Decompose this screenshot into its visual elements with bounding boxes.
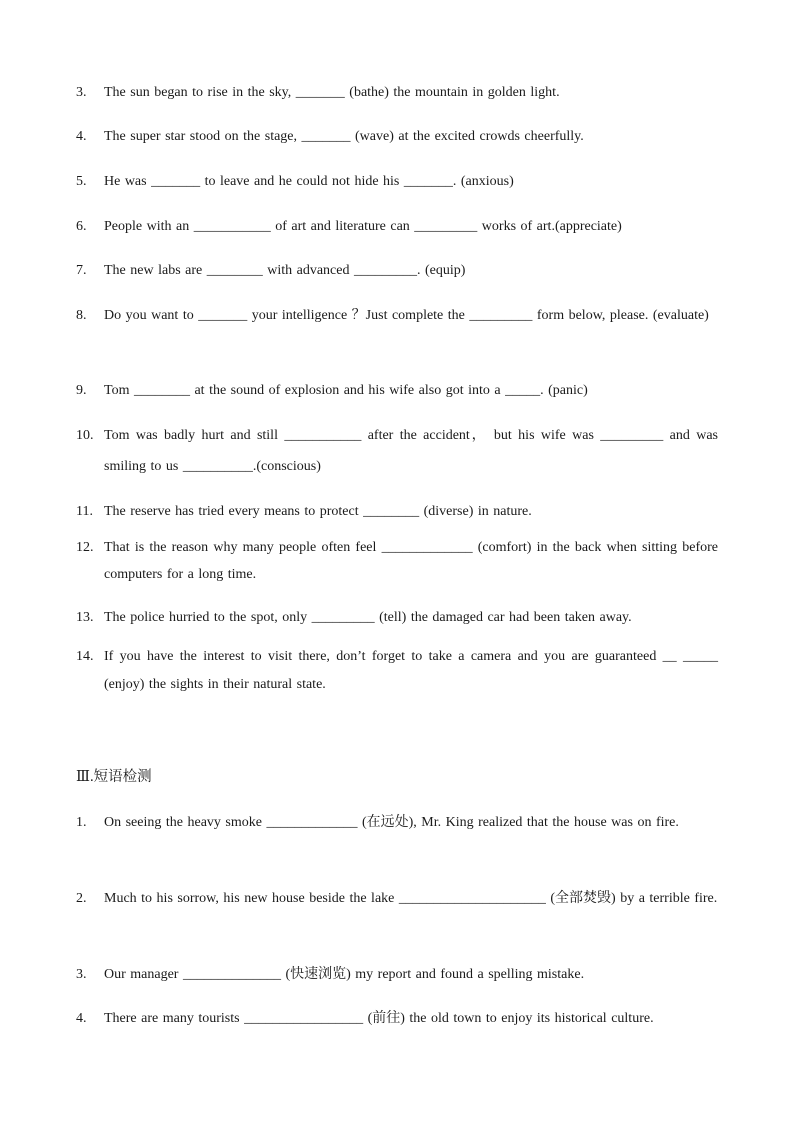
exercise-item-8 xyxy=(76,300,718,331)
exercise-item-7 xyxy=(76,255,718,286)
item-text: There are many tourists _________________ (前往) the old town to enjoy its historical culture. xyxy=(104,1011,654,1026)
item-number: 10. xyxy=(76,428,94,443)
item-number: 4. xyxy=(76,1011,87,1026)
phrase-item-1 xyxy=(76,807,718,838)
item-number: 8. xyxy=(76,308,87,323)
item-text: He was _______ to leave and he could not hide his _______. (anxious) xyxy=(104,174,514,189)
item-text: Our manager ______________ (快速浏览) my report and found a spelling mistake. xyxy=(104,967,585,982)
exercise-item-9 xyxy=(76,375,718,406)
exercise-item-13 xyxy=(76,602,718,633)
item-text: The super star stood on the stage, _______ (wave) at the excited crowds cheerfully. xyxy=(104,129,584,144)
item-number: 3. xyxy=(76,967,87,982)
item-number: 1. xyxy=(76,815,87,830)
exercise-item-10 xyxy=(76,420,718,482)
item-text: On seeing the heavy smoke _____________ (在远处), Mr. King realized that the house was on fire. xyxy=(104,815,679,830)
item-number: 3. xyxy=(76,85,87,100)
item-number: 2. xyxy=(76,891,87,906)
item-text: The reserve has tried every means to protect ________ (diverse) in nature. xyxy=(104,504,532,519)
exercise-item-11 xyxy=(76,496,718,527)
item-number: 4. xyxy=(76,129,87,144)
exercise-item-5 xyxy=(76,166,718,197)
item-number: 12. xyxy=(76,540,94,555)
exercise-item-4 xyxy=(76,121,718,152)
phrase-item-3 xyxy=(76,959,718,990)
phrase-item-4 xyxy=(76,1003,718,1034)
exercise-item-12 xyxy=(76,534,718,588)
exercise-item-3 xyxy=(76,77,718,108)
item-text: The sun began to rise in the sky, _______ (bathe) the mountain in golden light. xyxy=(104,85,560,100)
item-number: 5. xyxy=(76,174,87,189)
item-text: People with an ___________ of art and literature can _________ works of art.(appreciate) xyxy=(104,219,622,234)
item-number: 7. xyxy=(76,263,87,278)
item-number: 13. xyxy=(76,610,94,625)
item-text: Do you want to _______ your intelligence ？Just complete the _________ form below, please. (evaluate) xyxy=(104,308,709,323)
item-text: Tom was badly hurt and still ___________ after the accident， but his wife was _________ and was smiling to us __________.(conscious) xyxy=(104,428,718,474)
phrase-item-2 xyxy=(76,883,718,914)
item-number: 11. xyxy=(76,504,93,519)
exercise-item-14 xyxy=(76,643,718,699)
item-text: The police hurried to the spot, only _________ (tell) the damaged car had been taken away. xyxy=(104,610,632,625)
section-heading-phrases: Ⅲ.短语检测 xyxy=(76,769,152,785)
item-number: 9. xyxy=(76,383,87,398)
item-text: The new labs are ________ with advanced _________. (equip) xyxy=(104,263,466,278)
item-text: Tom ________ at the sound of explosion and his wife also got into a _____. (panic) xyxy=(104,383,588,398)
exercise-item-6 xyxy=(76,211,718,242)
item-text: If you have the interest to visit there, don’t forget to take a camera and you are guaranteed __ _____ (enjoy) the sights in their natural state. xyxy=(104,649,718,692)
item-number: 14. xyxy=(76,649,94,664)
item-text: Much to his sorrow, his new house beside the lake _____________________ (全部焚毁) by a terrible fire. xyxy=(104,891,718,906)
item-text: That is the reason why many people often feel _____________ (comfort) in the back when sitting before computers for a long time. xyxy=(104,540,718,582)
item-number: 6. xyxy=(76,219,87,234)
